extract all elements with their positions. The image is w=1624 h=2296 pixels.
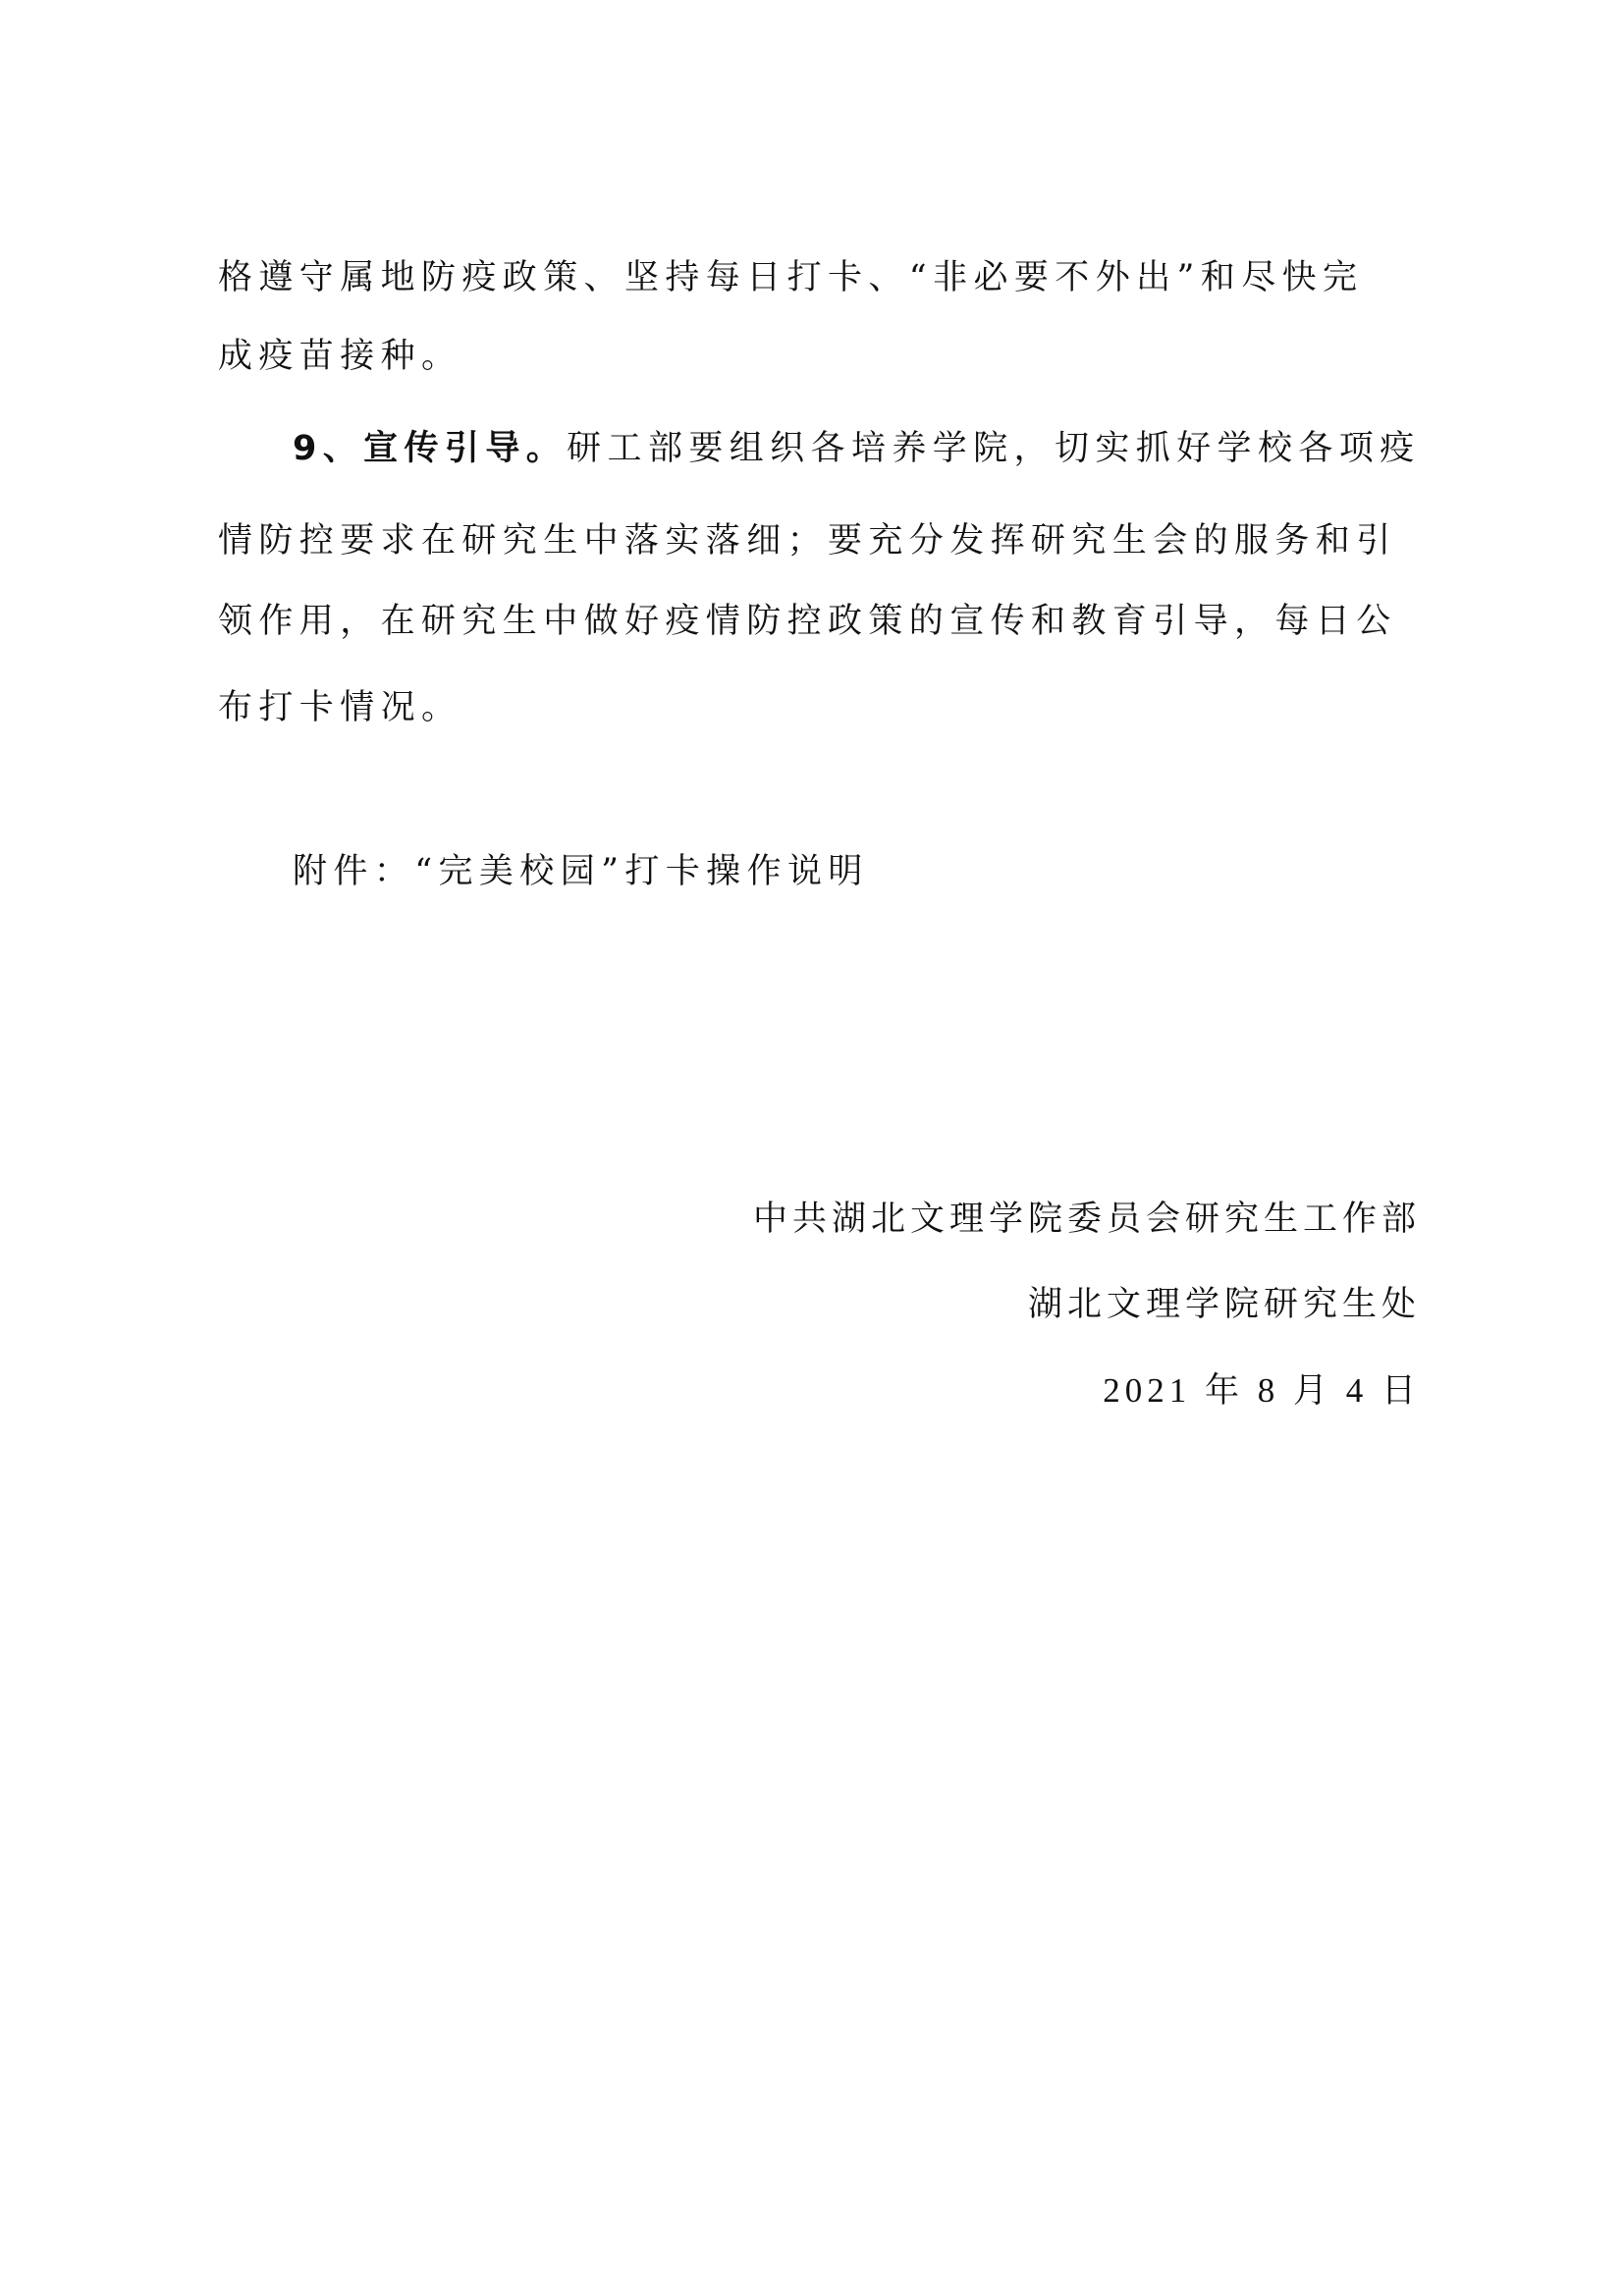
paragraph-9-heading: 9、宣传引导。 — [293, 429, 568, 468]
body-text-line: 成疫苗接种。 — [218, 337, 462, 376]
signature-organization: 中共湖北文理学院委员会研究生工作部 — [752, 1200, 1421, 1239]
body-text-line: 格遵守属地防疫政策、坚持每日打卡、“非必要不外出”和尽快完 — [218, 258, 1364, 297]
attachment-note: 附件：“完美校园”打卡操作说明 — [293, 852, 869, 891]
paragraph-9-first-line — [293, 425, 1421, 472]
signature-date: 2021 年 8 月 4 日 — [1103, 1371, 1421, 1410]
signature-organization: 湖北文理学院研究生处 — [1027, 1285, 1421, 1324]
body-text-line: 领作用，在研究生中做好疫情防控政策的宣传和教育引导，每日公 — [218, 602, 1397, 641]
body-text-line: 布打卡情况。 — [218, 688, 462, 727]
body-text-segment: 研工部要组织各培养学院，切实抓好学校各项疫 — [567, 429, 1421, 468]
body-text-line: 情防控要求在研究生中落实落细；要充分发挥研究生会的服务和引 — [218, 521, 1397, 561]
